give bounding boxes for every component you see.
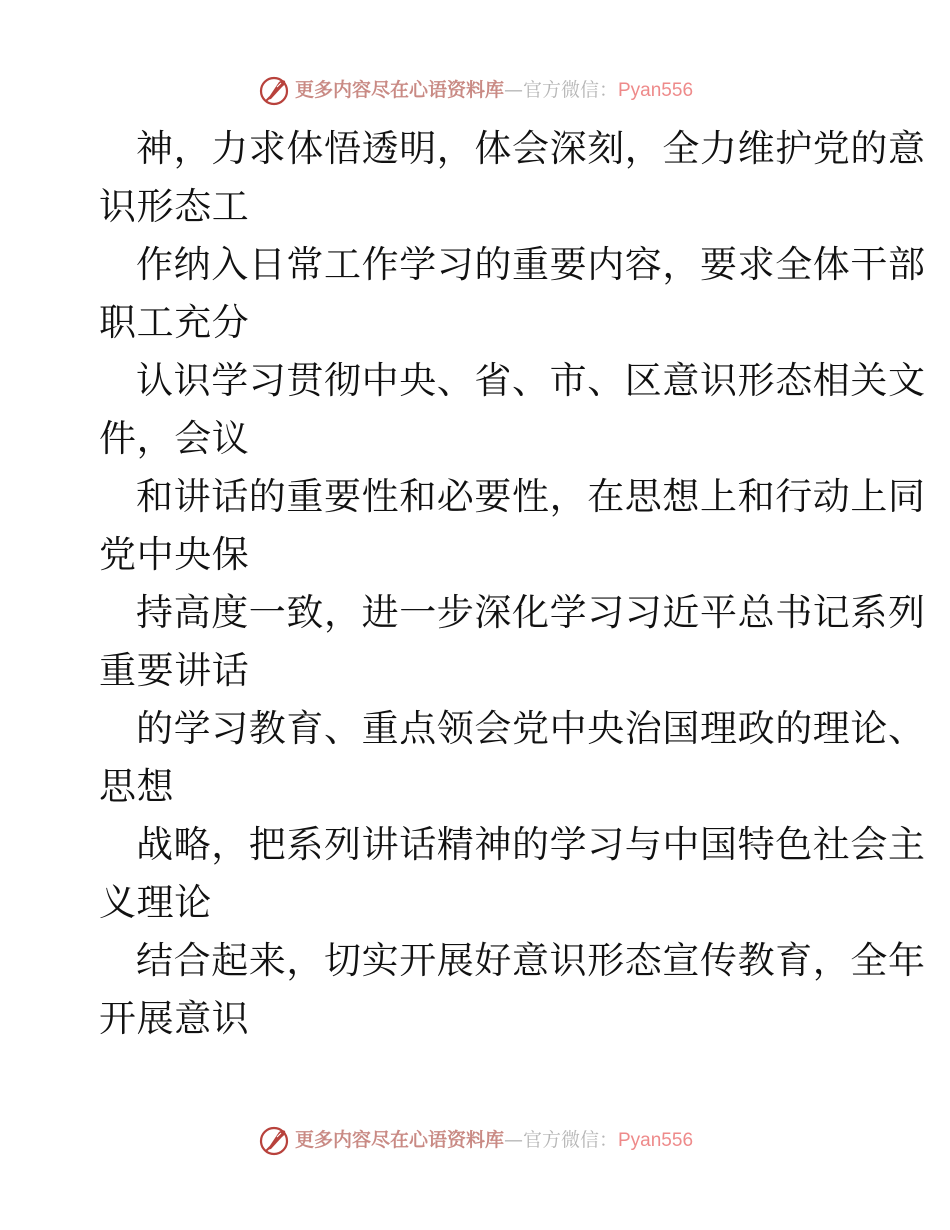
watermark-label: 官方微信：	[522, 78, 618, 101]
paragraph-line: 认识学习贯彻中央、省、市、区意识形态相关文	[136, 359, 926, 402]
document-body	[99, 120, 926, 1048]
paragraph	[99, 700, 926, 816]
watermark-text	[295, 73, 693, 108]
paragraph-line: 的学习教育、重点领会党中央治国理政的理论、	[136, 707, 926, 750]
paragraph-line: 重要讲话	[99, 649, 250, 692]
quill-logo-icon	[257, 73, 291, 107]
paragraph-line: 思想	[99, 765, 175, 808]
paragraph-line: 义理论	[99, 881, 212, 924]
header-watermark	[0, 70, 950, 110]
paragraph	[99, 120, 926, 236]
watermark-brand: 更多内容尽在心语资料库	[294, 78, 504, 101]
watermark-separator: —	[503, 1128, 523, 1151]
quill-logo-icon	[257, 1123, 291, 1157]
watermark-wechat-id: Pyan556	[618, 1129, 694, 1151]
watermark-label: 官方微信：	[522, 1128, 618, 1151]
paragraph	[99, 932, 926, 1048]
paragraph-line: 持高度一致，进一步深化学习习近平总书记系列	[136, 591, 926, 634]
paragraph-line: 神，力求体悟透明，体会深刻，全力维护党的意	[136, 127, 926, 170]
paragraph	[99, 352, 926, 468]
paragraph	[99, 584, 926, 700]
paragraph-line: 件，会议	[99, 417, 250, 460]
paragraph-line: 结合起来，切实开展好意识形态宣传教育，全年	[136, 939, 926, 982]
paragraph-line: 识形态工	[99, 185, 250, 228]
paragraph-line: 和讲话的重要性和必要性，在思想上和行动上同	[136, 475, 926, 518]
paragraph	[99, 816, 926, 932]
watermark-text	[295, 1123, 693, 1158]
paragraph-line: 开展意识	[99, 997, 250, 1040]
paragraph-line: 战略，把系列讲话精神的学习与中国特色社会主	[136, 823, 926, 866]
footer-watermark	[0, 1120, 950, 1160]
paragraph	[99, 468, 926, 584]
paragraph-line: 党中央保	[99, 533, 250, 576]
paragraph-line: 作纳入日常工作学习的重要内容，要求全体干部	[136, 243, 926, 286]
watermark-brand: 更多内容尽在心语资料库	[294, 1128, 504, 1151]
watermark-separator: —	[503, 78, 523, 101]
paragraph-line: 职工充分	[99, 301, 250, 344]
paragraph	[99, 236, 926, 352]
watermark-wechat-id: Pyan556	[618, 79, 694, 101]
